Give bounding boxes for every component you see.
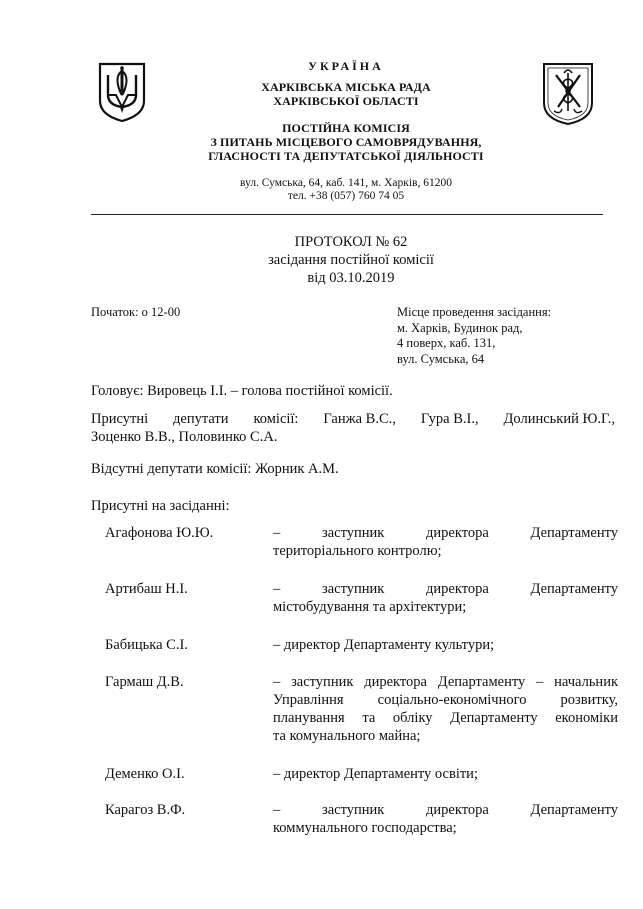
protocol-subtitle: засідання постійної комісії [268, 252, 434, 268]
attendee-name: Деменко О.І. [105, 766, 185, 782]
header-committee-line-3: ГЛАСНОСТІ ТА ДЕПУТАТСЬКОЇ ДІЯЛЬНОСТІ [208, 149, 484, 163]
header-committee-line-2: З ПИТАНЬ МІСЦЕВОГО САМОВРЯДУВАННЯ, [210, 135, 482, 149]
present-word: Гура В.І., [420, 411, 479, 427]
attendee-name: Бабицька С.І. [105, 637, 188, 653]
present-word: Присутні [91, 411, 149, 427]
protocol-date: від 03.10.2019 [307, 270, 395, 286]
chair-statement: Головує: Вировець І.І. – голова постійної комісії. [91, 383, 393, 399]
kharkiv-city-emblem-icon [540, 61, 596, 127]
meeting-start-time: Початок: о 12-00 [91, 305, 181, 319]
meeting-place-line: 4 поверх, каб. 131, [397, 336, 496, 350]
attendee-position [273, 636, 618, 654]
attendee-position [273, 765, 618, 783]
attendee-position-line: коммунального господарства; [273, 820, 457, 836]
header-council-region: ХАРКІВСЬКОЇ ОБЛАСТІ [273, 94, 419, 108]
meeting-place-line: Місце проведення засідання: [397, 305, 552, 319]
attendee-position-line: планування та обліку Департаменту економіки [273, 710, 618, 726]
header-address: вул. Сумська, 64, каб. 141, м. Харків, 61200 [240, 177, 452, 189]
attendee-name: Карагоз В.Ф. [105, 802, 186, 818]
header-committee-line-1: ПОСТІЙНА КОМІСІЯ [282, 121, 410, 135]
attendee-position [273, 673, 618, 745]
present-deputies-line-2: Зоценко В.В., Половинко С.А. [91, 429, 278, 445]
attendee-position-line: – директор Департаменту освіти; [273, 766, 478, 782]
present-word: комісії: [253, 411, 299, 427]
attendee-position-line: містобудування та архітектури; [273, 599, 467, 615]
attendee-position-line: Управління соціально-економічного розвитку, [273, 692, 618, 708]
attendee-position-line: – директор Департаменту культури; [273, 637, 495, 653]
present-deputies [91, 410, 615, 446]
attendee-position [273, 580, 618, 616]
present-deputies-line-1 [91, 410, 615, 428]
header-divider [91, 214, 603, 215]
attendee-name: Гармаш Д.В. [105, 674, 184, 690]
meeting-place-line: вул. Сумська, 64 [397, 351, 485, 366]
attendee-position-line: – заступник директора Департаменту – начальник [273, 674, 618, 690]
attendee-name: Артибаш Н.І. [105, 581, 188, 597]
header-country: УКРАЇНА [308, 59, 384, 73]
attendee-position-line: – заступник директора Департаменту [273, 581, 618, 597]
meeting-place-line: м. Харків, Будинок рад, [397, 320, 523, 335]
attendee-position-line: та комунального майна; [273, 728, 421, 744]
attendee-position-line: – заступник директора Департаменту [273, 525, 618, 541]
present-word: депутати [173, 411, 229, 427]
attending-label: Присутні на засіданні: [91, 498, 230, 514]
present-word: Ганжа В.С., [323, 411, 396, 427]
attendee-position [273, 524, 618, 560]
attendee-position [273, 801, 618, 837]
coat-of-arms-of-ukraine-icon [96, 61, 148, 123]
header-council-name: ХАРКІВСЬКА МІСЬКА РАДА [261, 80, 431, 94]
protocol-title: ПРОТОКОЛ № 62 [294, 234, 408, 250]
absent-deputies: Відсутні депутати комісії: Жорник А.М. [91, 461, 339, 477]
present-word: Долинський Ю.Г., [503, 411, 615, 427]
attendee-position-line: – заступник директора Департаменту [273, 802, 618, 818]
meeting-place [397, 305, 551, 367]
attendee-name: Агафонова Ю.Ю. [105, 525, 214, 541]
header-phone: тел. +38 (057) 760 74 05 [287, 190, 405, 202]
attendee-position-line: територіального контролю; [273, 543, 442, 559]
